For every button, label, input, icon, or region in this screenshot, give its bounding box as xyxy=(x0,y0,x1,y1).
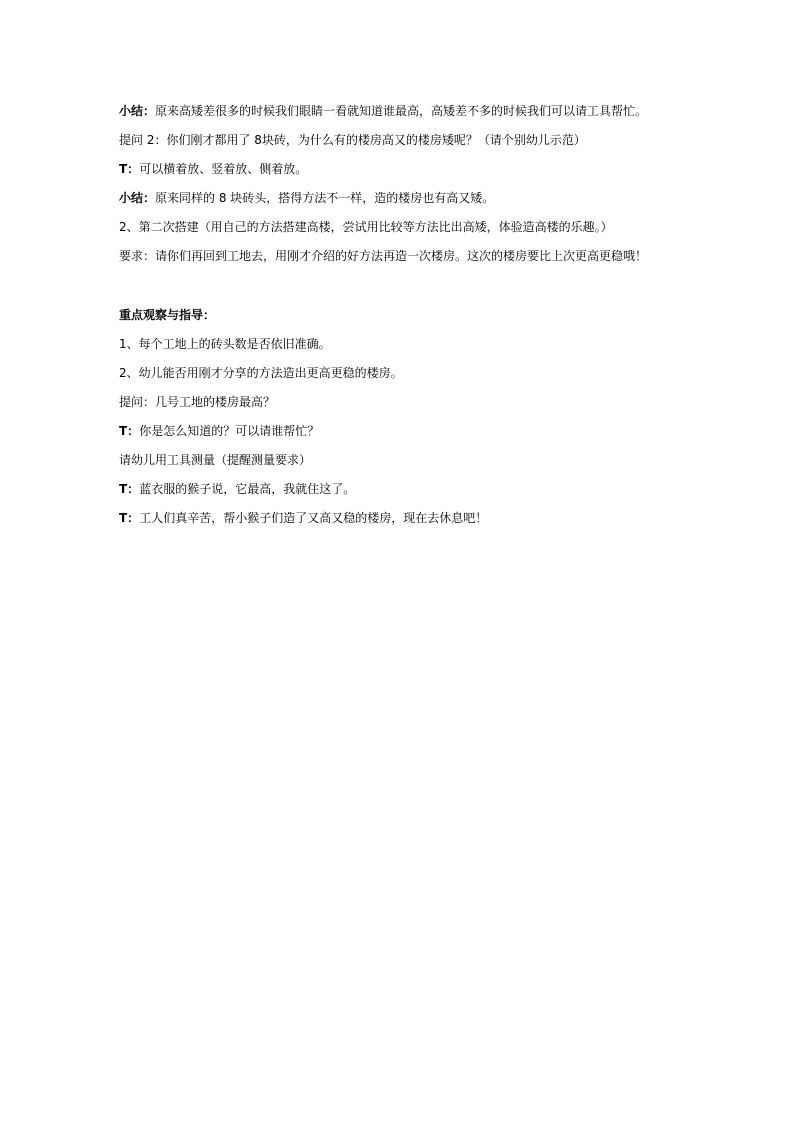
line-label: T： xyxy=(119,424,140,438)
summary-line-2 xyxy=(119,190,719,206)
line-text: 提问：几号工地的楼房最高？ xyxy=(119,395,276,409)
line-label: T： xyxy=(119,162,140,176)
line-label: 小结： xyxy=(119,191,156,205)
observation-item-1 xyxy=(119,336,719,352)
line-text: 原来同样的 8 块砖头，搭得方法不一样，造的楼房也有高又矮。 xyxy=(155,191,495,205)
observation-heading xyxy=(119,307,719,323)
line-text: 可以横着放、竖着放、侧着放。 xyxy=(139,162,308,176)
requirement-line xyxy=(119,248,719,264)
line-text: 请幼儿用工具测量（提醒测量要求） xyxy=(119,453,312,467)
summary-line-1 xyxy=(119,103,719,119)
teacher-answer-line-2 xyxy=(119,423,719,439)
line-label: T： xyxy=(119,482,140,496)
heading-text: 重点观察与指导： xyxy=(119,308,216,322)
teacher-answer-line-1 xyxy=(119,161,719,177)
question-line xyxy=(119,394,719,410)
line-text: 原来高矮差很多的时候我们眼睛一看就知道谁最高，高矮差不多的时候我们可以请工具帮忙。 xyxy=(155,104,648,118)
line-text: 工人们真辛苦，帮小猴子们造了又高又稳的楼房，现在去休息吧！ xyxy=(139,511,488,525)
line-text: 你是怎么知道的？可以请谁帮忙？ xyxy=(139,424,320,438)
measurement-line xyxy=(119,452,719,468)
line-text: 2、第二次搭建（用自己的方法搭建高楼，尝试用比较等方法比出高矮，体验造高楼的乐趣。） xyxy=(119,220,613,234)
line-text: 提问 2：你们刚才都用了 8块砖，为什么有的楼房高又的楼房矮呢？（请个别幼儿示范） xyxy=(119,133,586,147)
line-text: 1、每个工地上的砖头数是否依旧准确。 xyxy=(119,337,331,351)
line-label: 小结： xyxy=(119,104,156,118)
second-build-line xyxy=(119,219,719,235)
line-text: 要求：请你们再回到工地去，用刚才介绍的好方法再造一次楼房。这次的楼房要比上次更高更稳哦！ xyxy=(119,249,648,263)
line-text: 蓝衣服的猴子说，它最高，我就住这了。 xyxy=(139,482,356,496)
teacher-answer-line-3 xyxy=(119,481,719,497)
observation-item-2 xyxy=(119,365,719,381)
teacher-closing-line xyxy=(119,510,719,526)
question-2-line xyxy=(119,132,719,148)
line-label: T： xyxy=(119,511,140,525)
line-text: 2、幼儿能否用刚才分享的方法造出更高更稳的楼房。 xyxy=(119,366,403,380)
